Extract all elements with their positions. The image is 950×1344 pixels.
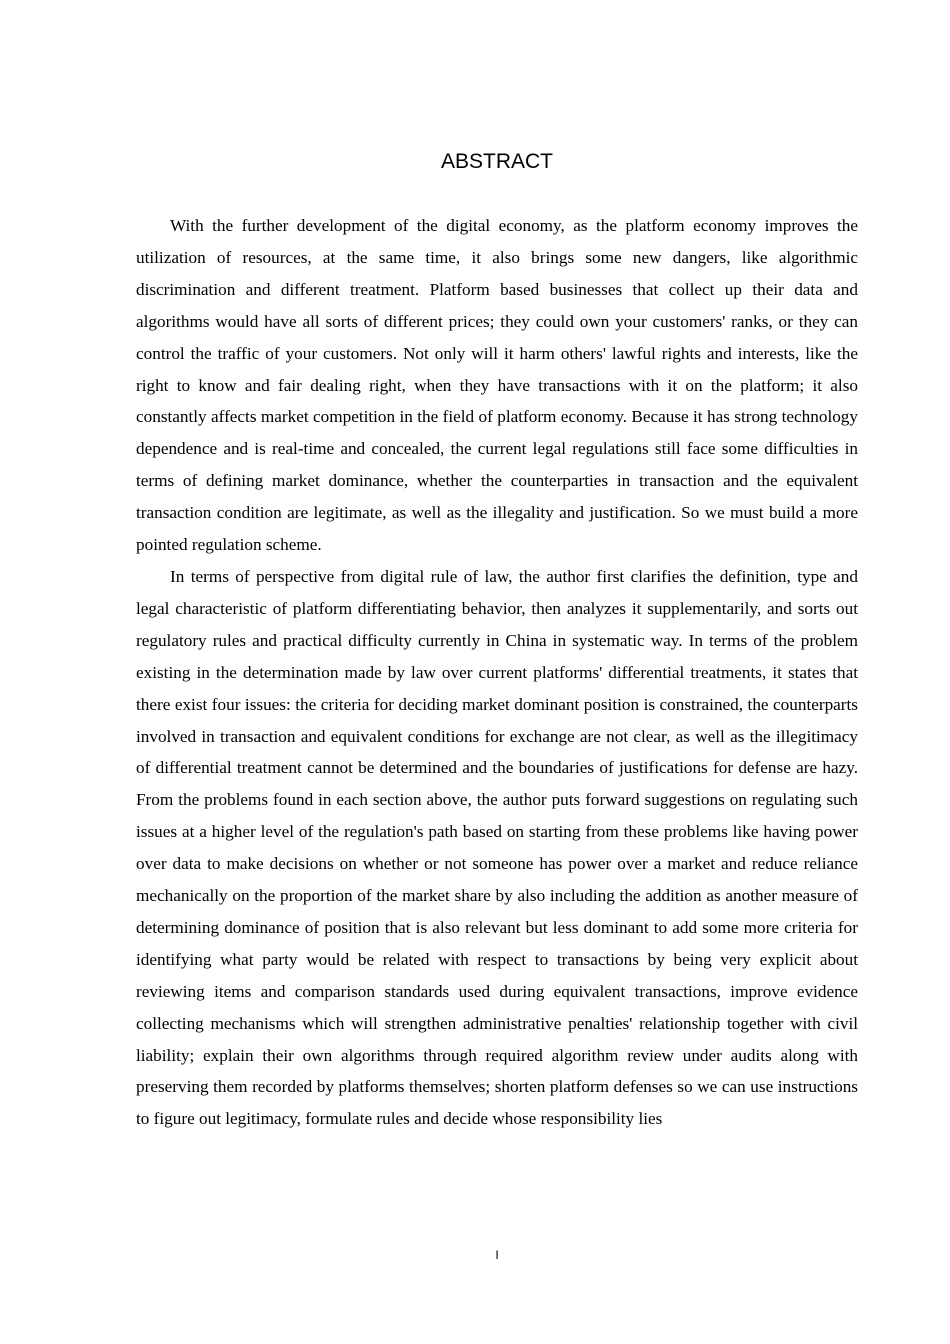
abstract-paragraph-1: With the further development of the digital economy, as the platform economy improves the utilization of resources, at the same time, it also brings some new dangers, like algorithmic discrimination and different treatment. Platform based businesses that collect up their data and algorithms would have all sorts of different prices; they could own your customers' ranks, or they can control the traffic of your customers. Not only will it harm others' lawful rights and interests, like the right to know and fair dealing right, when they have transactions with it on the platform; it also constantly affects market competition in the field of platform economy. Because it has strong technology dependence and is real-time and concealed, the current legal regulations still face some difficulties in terms of defining market dominance, whether the counterparties in transaction and the equivalent transaction condition are legitimate, as well as the illegality and justification. So we must build a more pointed regulation scheme. (136, 216, 858, 555)
page-number: I (495, 1248, 499, 1262)
abstract-paragraph-2: In terms of perspective from digital rule of law, the author first clarifies the definition, type and legal characteristic of platform differentiating behavior, then analyzes it supplementarily, and sorts out regulatory rules and practical difficulty currently in China in systematic way. In terms of the problem existing in the determination made by law over current platforms' differential treatments, it states that there exist four issues: the criteria for deciding market dominant position is constrained, the counterparts involved in transaction and equivalent conditions for exchange are not clear, as well as the illegitimacy of differential treatment cannot be determined and the boundaries of justifications for defense are hazy. From the problems found in each section above, the author puts forward suggestions on regulating such issues at a higher level of the regulation's path based on starting from these problems like having power over data to make decisions on whether or not someone has power over a market and reduce reliance mechanically on the proportion of the market share by also including the addition as another measure of determining dominance of position that is also relevant but less dominant to add some more criteria for identifying what party would be related with respect to transactions by being very explicit about reviewing items and comparison standards used during equivalent transactions, improve evidence collecting mechanisms which will strengthen administrative penalties' relationship together with civil liability; explain their own algorithms through required algorithm review under audits along with preserving them recorded by platforms themselves; shorten platform defenses so we can use instructions to figure out legitimacy, formulate rules and decide whose responsibility lies (136, 566, 858, 1129)
abstract-body (136, 210, 858, 1135)
abstract-heading: ABSTRACT (440, 150, 553, 173)
